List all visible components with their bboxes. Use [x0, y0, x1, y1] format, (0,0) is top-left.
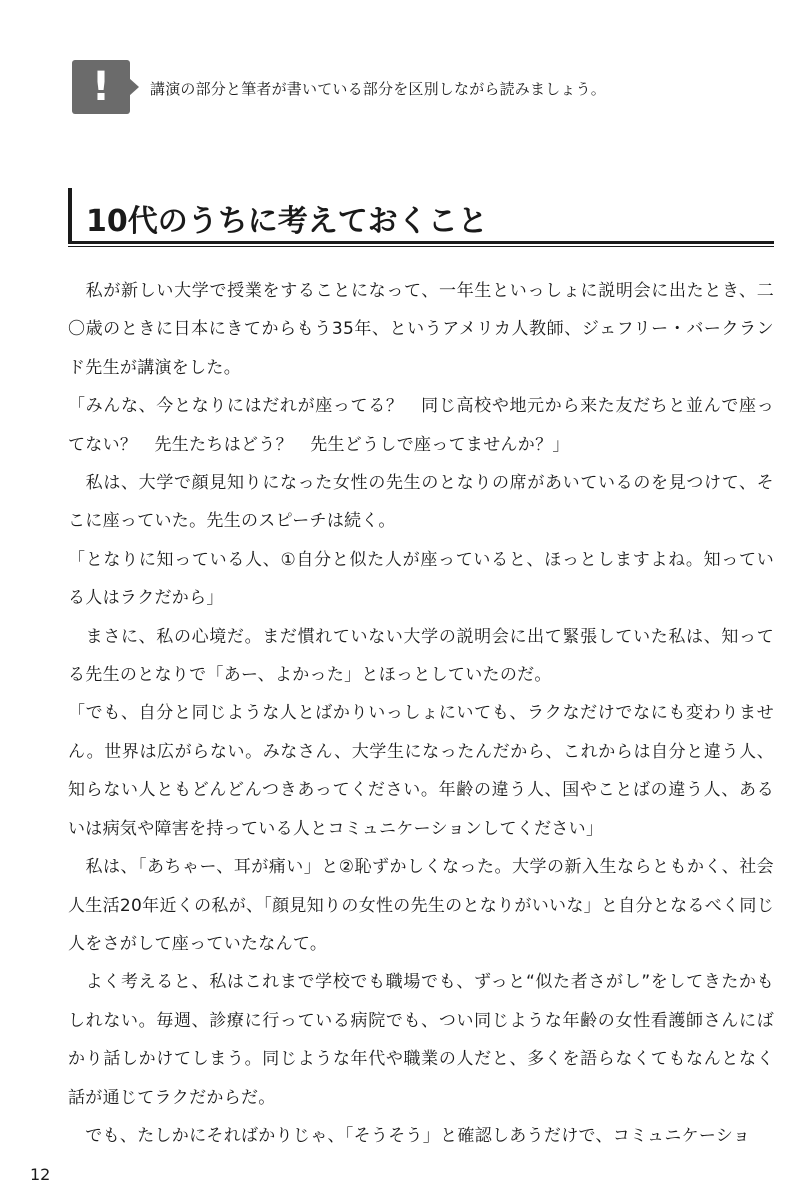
- paragraph: よく考えると、私はこれまで学校でも職場でも、ずっと“似た者さがし”をしてきたかもしれない。毎週、診療に行っている病院でも、つい同じような年齢の女性看護師さんにばかり話しかけてしまう。同じような年代や職業の人だと、多くを語らなくてもなんとなく話が通じてラクだからだ。: [68, 972, 774, 1108]
- title-underline: [68, 241, 774, 244]
- paragraph: まさに、私の心境だ。まだ慣れていない大学の説明会に出て緊張していた私は、知ってる先生のとなりで「あー、よかった」とほっとしていたのだ。: [68, 626, 774, 686]
- exclamation-icon: !: [72, 60, 130, 114]
- notice-text: 講演の部分と筆者が書いている部分を区別しながら読みましょう。: [150, 80, 607, 98]
- body-text: [68, 272, 774, 1155]
- title-underline-thin: [68, 246, 774, 247]
- paragraph: 私は、大学で顔見知りになった女性の先生のとなりの席があいているのを見つけて、そこに座っていた。先生のスピーチは続く。: [68, 473, 774, 532]
- section-title-block: [68, 188, 776, 244]
- paragraph: でも、たしかにそればかりじゃ、「そうそう」と確認しあうだけで、コミュニケーショ: [68, 1125, 751, 1146]
- paragraph: 私は、「あちゃー、耳が痛い」と②恥ずかしくなった。大学の新入生ならともかく、社会人生活20年近くの私が、「顔見知りの女性の先生のとなりがいいな」と自分となるべく同じ人をさがして座っていたなんて。: [68, 857, 774, 954]
- page-number: 12: [30, 1165, 51, 1184]
- paragraph: 「みんな、今となりにはだれが座ってる？ 同じ高校や地元から来た友だちと並んで座ってない？ 先生たちはどう？ 先生どうしで座ってませんか？」: [68, 396, 774, 455]
- notice-callout: [72, 60, 772, 116]
- paragraph: 「となりに知っている人、①自分と似た人が座っていると、ほっとしますよね。知っている人はラクだから」: [68, 549, 774, 609]
- section-title: 10代のうちに考えておくこと: [86, 204, 488, 239]
- paragraph: 「でも、自分と同じような人とばかりいっしょにいても、ラクなだけでなにも変わりません。世界は広がらない。みなさん、大学生になったんだから、これからは自分と違う人、知らない人ともどんどんつきあってください。年齢の違う人、国やことばの違う人、あるいは病気や障害を持っている人とコミュニケーションしてください」: [68, 703, 774, 839]
- paragraph: 私が新しい大学で授業をすることになって、一年生といっしょに説明会に出たとき、二〇歳のときに日本にきてからもう35年、というアメリカ人教師、ジェフリー・バークランド先生が講演をした。: [68, 281, 774, 378]
